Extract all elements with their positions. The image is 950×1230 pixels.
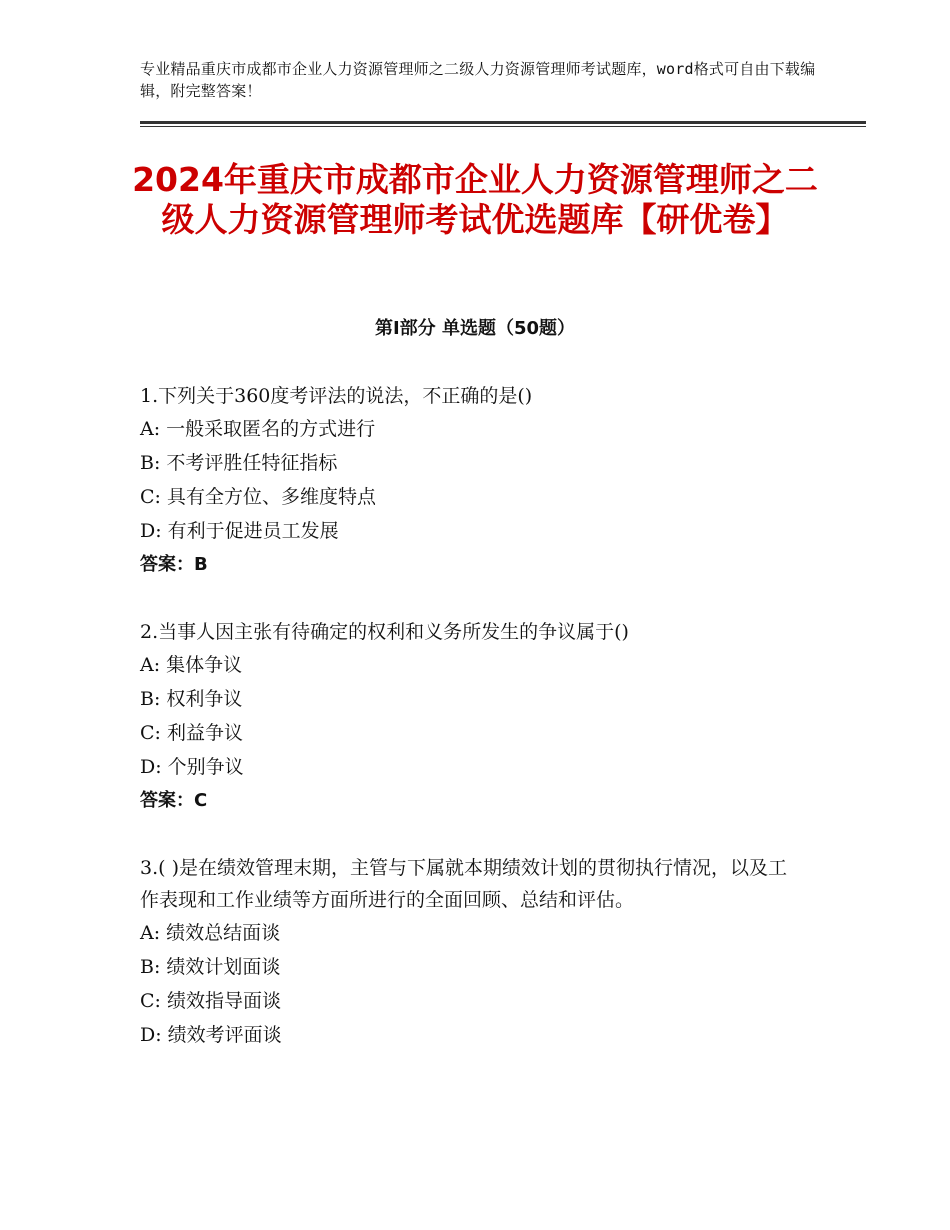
question-3 xyxy=(140,852,800,1052)
option-b: B: 绩效计划面谈 xyxy=(140,956,281,978)
question-stem: 3.( )是在绩效管理末期，主管与下属就本期绩效计划的贯彻执行情况，以及工作表现和工作业绩等方面所进行的全面回顾、总结和评估。 xyxy=(140,857,787,911)
header-note: 专业精品重庆市成都市企业人力资源管理师之二级人力资源管理师考试题库，word格式可自由下载编辑，附完整答案！ xyxy=(140,60,816,100)
question-2 xyxy=(140,616,800,818)
option-d: D: 个别争议 xyxy=(140,756,244,778)
option-c: C: 具有全方位、多维度特点 xyxy=(140,486,376,508)
answer: 答案：B xyxy=(140,554,208,575)
question-list xyxy=(140,380,800,1086)
answer: 答案：C xyxy=(140,790,208,811)
option-a: A: 集体争议 xyxy=(140,654,243,676)
option-b: B: 权利争议 xyxy=(140,688,243,710)
option-d: D: 有利于促进员工发展 xyxy=(140,520,339,542)
option-b: B: 不考评胜任特征指标 xyxy=(140,452,338,474)
question-1 xyxy=(140,380,800,582)
option-c: C: 绩效指导面谈 xyxy=(140,990,281,1012)
option-a: A: 绩效总结面谈 xyxy=(140,922,281,944)
question-stem: 1.下列关于360度考评法的说法，不正确的是() xyxy=(140,385,533,407)
question-stem: 2.当事人因主张有待确定的权利和义务所发生的争议属于() xyxy=(140,621,629,643)
header-rule-thick xyxy=(140,121,866,124)
option-a: A: 一般采取匿名的方式进行 xyxy=(140,418,376,440)
header-rule-thin xyxy=(140,126,866,127)
document-title: 2024年重庆市成都市企业人力资源管理师之二级人力资源管理师考试优选题库【研优卷】 xyxy=(132,160,818,239)
option-d: D: 绩效考评面谈 xyxy=(140,1024,282,1046)
section-heading: 第Ⅰ部分 单选题（50题） xyxy=(374,318,575,339)
option-c: C: 利益争议 xyxy=(140,722,243,744)
